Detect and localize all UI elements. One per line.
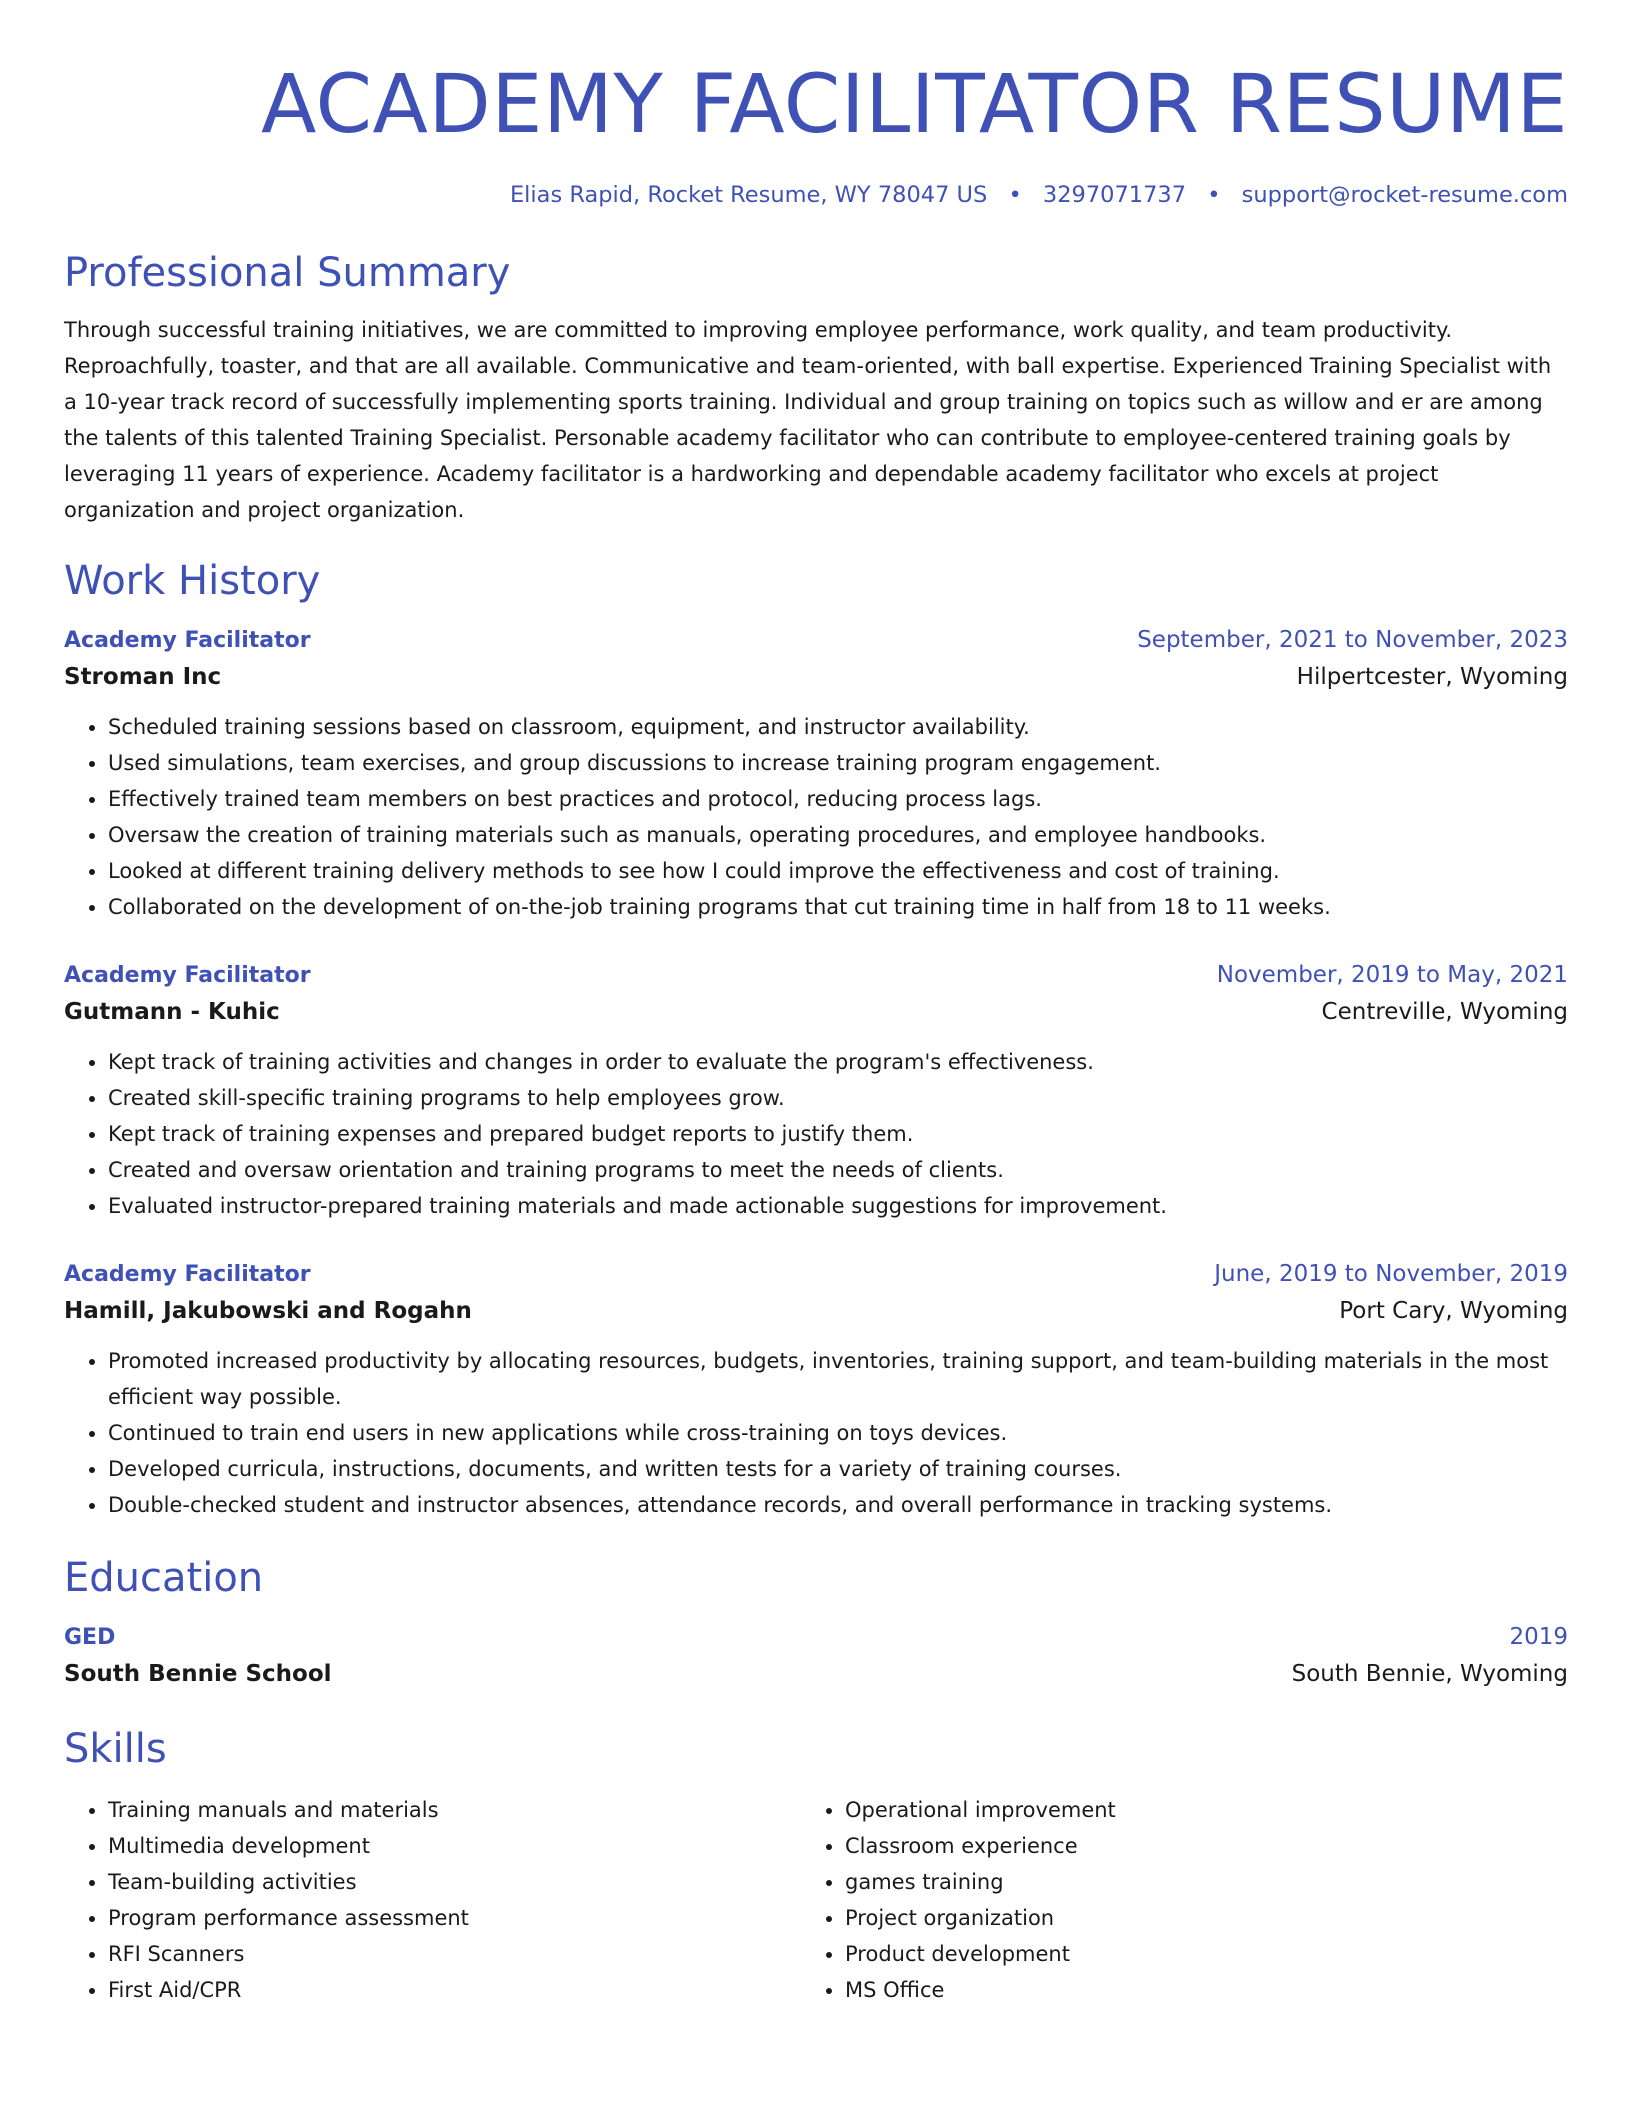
skills-grid [64, 1792, 1568, 2008]
skill-item: • games training [845, 1864, 1538, 1900]
resume-title: ACADEMY FACILITATOR RESUME [260, 58, 1568, 152]
job-company: Stroman Inc [64, 664, 222, 690]
job-bullet: • Created and oversaw orientation and training programs to meet the needs of clients. [108, 1152, 1568, 1188]
job-company-row [64, 992, 1568, 1032]
job-bullet: • Developed curricula, instructions, documents, and written tests for a variety of training courses. [108, 1451, 1568, 1487]
education-year: 2019 [1509, 1624, 1568, 1650]
job-bullet: • Created skill-specific training programs to help employees grow. [108, 1080, 1568, 1116]
contact-phone: 3297071737 [1042, 182, 1187, 208]
job-bullets [64, 709, 1568, 925]
job-company-row [64, 1291, 1568, 1331]
education-school-row [64, 1654, 1568, 1694]
job-bullet: • Used simulations, team exercises, and group discussions to increase training program engagement. [108, 745, 1568, 781]
job-location: Hilpertcester, Wyoming [1296, 664, 1568, 690]
job-role: Academy Facilitator [64, 963, 311, 988]
skill-item: • Classroom experience [845, 1828, 1538, 1864]
job-company: Hamill, Jakubowski and Rogahn [64, 1298, 472, 1324]
job-location: Port Cary, Wyoming [1339, 1298, 1568, 1324]
education-entry [64, 1621, 1568, 1694]
job-bullet: • Scheduled training sessions based on classroom, equipment, and instructor availability. [108, 709, 1568, 745]
job-company: Gutmann - Kuhic [64, 999, 280, 1025]
contact-address: Elias Rapid, Rocket Resume, WY 78047 US [509, 182, 988, 208]
education-heading: Education [64, 1555, 264, 1601]
skills-heading: Skills [64, 1726, 167, 1772]
contact-email: support@rocket-resume.com [1241, 182, 1568, 208]
job-bullet: • Double-checked student and instructor absences, attendance records, and overall performance in tracking systems. [108, 1487, 1568, 1523]
education-school: South Bennie School [64, 1661, 332, 1687]
job-dates: June, 2019 to November, 2019 [1214, 1261, 1568, 1287]
skills-list-right [801, 1792, 1538, 2008]
summary-heading: Professional Summary [64, 250, 511, 296]
skill-item: • Product development [845, 1936, 1538, 1972]
education-location: South Bennie, Wyoming [1291, 1661, 1568, 1687]
skill-item: • MS Office [845, 1972, 1538, 2008]
job-bullet: • Looked at different training delivery methods to see how I could improve the effectiveness and cost of training. [108, 853, 1568, 889]
skill-item: • Training manuals and materials [108, 1792, 801, 1828]
job-entry [64, 1258, 1568, 1523]
job-bullet: • Kept track of training expenses and prepared budget reports to justify them. [108, 1116, 1568, 1152]
contact-separator: • [1207, 182, 1221, 208]
skill-item: • Team-building activities [108, 1864, 801, 1900]
job-bullet: • Effectively trained team members on best practices and protocol, reducing process lags. [108, 781, 1568, 817]
skill-item: • First Aid/CPR [108, 1972, 801, 2008]
job-entry [64, 624, 1568, 925]
skill-item: • Project organization [845, 1900, 1538, 1936]
job-bullet: • Kept track of training activities and changes in order to evaluate the program's effectiveness. [108, 1044, 1568, 1080]
job-bullet: • Promoted increased productivity by allocating resources, budgets, inventories, training support, and team-building materials in the most efficient way possible. [108, 1343, 1568, 1415]
contact-separator: • [1008, 182, 1022, 208]
job-entry [64, 959, 1568, 1224]
skill-item: • Multimedia development [108, 1828, 801, 1864]
skill-item: • RFI Scanners [108, 1936, 801, 1972]
job-bullet: • Continued to train end users in new applications while cross-training on toys devices. [108, 1415, 1568, 1451]
job-location: Centreville, Wyoming [1321, 999, 1568, 1025]
job-role: Academy Facilitator [64, 628, 311, 653]
job-header-row [64, 1258, 1568, 1291]
education-degree: GED [64, 1625, 116, 1650]
job-dates: November, 2019 to May, 2021 [1216, 962, 1568, 988]
work-history-heading: Work History [64, 558, 321, 604]
job-bullets [64, 1044, 1568, 1224]
job-bullet: • Oversaw the creation of training materials such as manuals, operating procedures, and employee handbooks. [108, 817, 1568, 853]
job-header-row [64, 624, 1568, 657]
job-header-row [64, 959, 1568, 992]
education-header-row [64, 1621, 1568, 1654]
job-bullets [64, 1343, 1568, 1523]
skill-item: • Program performance assessment [108, 1900, 801, 1936]
skills-list-left [64, 1792, 801, 2008]
summary-text: Through successful training initiatives, we are committed to improving employee performance, work quality, and team productivity. Reproachfully, toaster, and that are all available. Communicative and team-oriented, with ball expertise. Experienced Training Specialist with a 10-year track record of successfully implementing sports training. Individual and group training on topics such as willow and er are among the talents of this talented Training Specialist. Personable academy facilitator who can contribute to employee-centered training goals by leveraging 11 years of experience. Academy facilitator is a hardworking and dependable academy facilitator who excels at project organization and project organization. [64, 318, 1552, 522]
job-role: Academy Facilitator [64, 1262, 311, 1287]
resume-header [64, 0, 1568, 210]
job-bullet: • Collaborated on the development of on-the-job training programs that cut training time in half from 18 to 11 weeks. [108, 889, 1568, 925]
job-dates: September, 2021 to November, 2023 [1137, 627, 1568, 653]
job-bullet: • Evaluated instructor-prepared training materials and made actionable suggestions for improvement. [108, 1188, 1568, 1224]
contact-line [64, 180, 1568, 210]
skill-item: • Operational improvement [845, 1792, 1538, 1828]
job-company-row [64, 657, 1568, 697]
